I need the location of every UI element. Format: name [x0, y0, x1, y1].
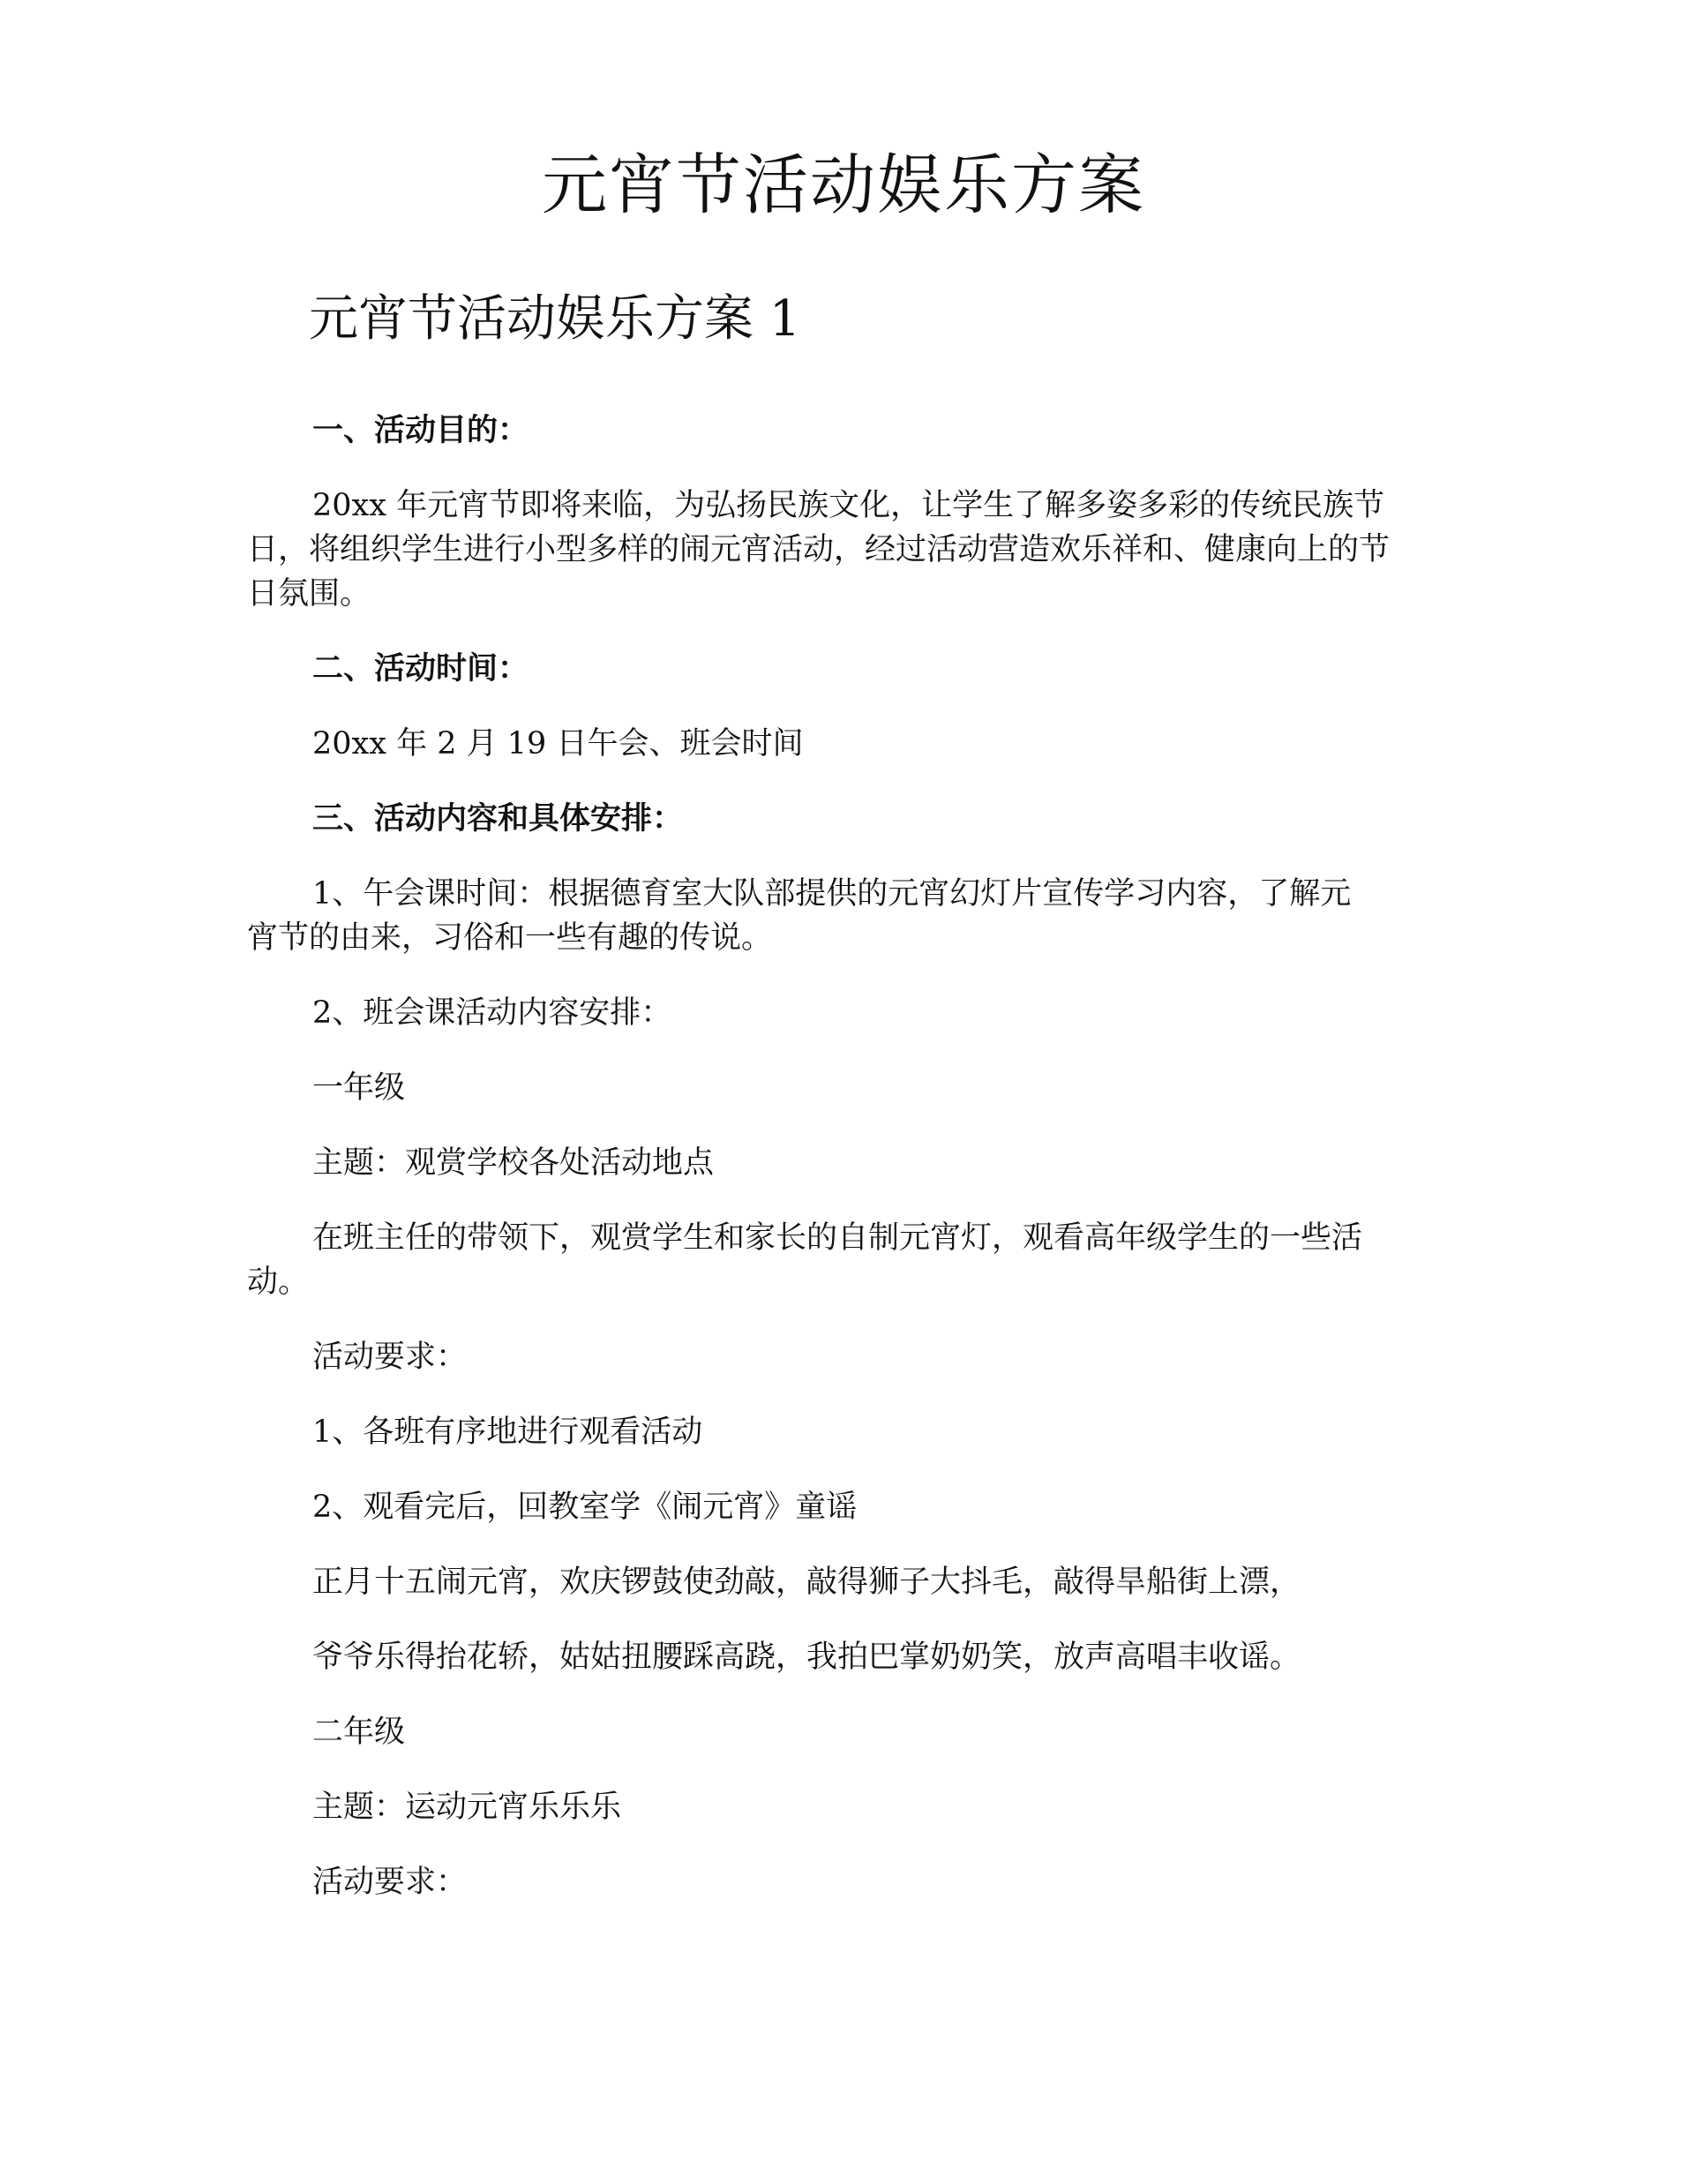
paragraph-line: 主题：运动元宵乐乐乐 [312, 1790, 622, 1825]
paragraph-line: 主题：观赏学校各处活动地点 [312, 1145, 715, 1181]
paragraph-line: 1、午会课时间：根据德育室大队部提供的元宵幻灯片宣传学习内容，了解元 [312, 876, 1352, 912]
paragraph-line: 一年级 [312, 1070, 406, 1106]
paragraph-line: 2、观看完后，回教室学《闹元宵》童谣 [312, 1490, 858, 1525]
heading-time: 二、活动时间： [312, 650, 529, 687]
paragraph-line: 日，将组织学生进行小型多样的闹元宵活动，经过活动营造欢乐祥和、健康向上的节 [247, 532, 1391, 567]
paragraph-line: 活动要求： [312, 1340, 468, 1375]
paragraph-line: 20xx 年元宵节即将来临，为弘扬民族文化，让学生了解多姿多彩的传统民族节 [312, 488, 1385, 523]
paragraph-line: 正月十五闹元宵，欢庆锣鼓使劲敲，敲得狮子大抖毛，敲得旱船街上漂， [312, 1565, 1301, 1600]
paragraph-line: 宵节的由来，习俗和一些有趣的传说。 [247, 920, 773, 956]
paragraph-line: 动。 [247, 1265, 310, 1300]
paragraph-line: 2、班会课活动内容安排： [312, 995, 672, 1031]
section-title: 元宵节活动娱乐方案 1 [309, 290, 801, 348]
paragraph-line: 在班主任的带领下，观赏学生和家长的自制元宵灯，观看高年级学生的一些活 [312, 1220, 1363, 1256]
paragraph-line: 二年级 [312, 1715, 406, 1750]
paragraph-line: 活动要求： [312, 1865, 468, 1900]
paragraph-line: 爷爷乐得抬花轿，姑姑扭腰踩高跷，我拍巴掌奶奶笑，放声高唱丰收谣。 [312, 1640, 1301, 1675]
document-title: 元宵节活动娱乐方案 [542, 147, 1145, 223]
paragraph-line: 日氛围。 [247, 576, 371, 612]
paragraph-line: 1、各班有序地进行观看活动 [312, 1415, 703, 1450]
heading-purpose: 一、活动目的： [312, 412, 529, 448]
paragraph-line: 20xx 年 2 月 19 日午会、班会时间 [312, 726, 804, 762]
heading-content: 三、活动内容和具体安排： [312, 800, 684, 837]
